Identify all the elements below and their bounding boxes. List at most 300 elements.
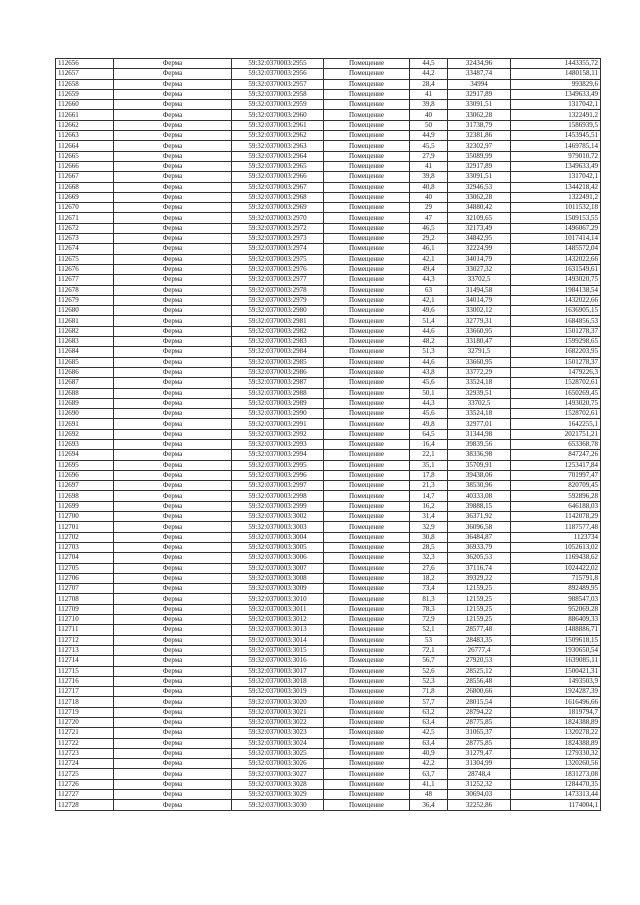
- cell-cadastral-number: 59:32:0370003:2993: [232, 439, 324, 449]
- cell-cadastral-value: 1924287,39: [511, 687, 601, 697]
- cell-cost-per-unit: 32302,97: [448, 141, 511, 151]
- table-row: [56, 347, 601, 357]
- cell-premises-type: Помещение: [324, 182, 410, 192]
- cell-cost-per-unit: 12159,25: [448, 584, 511, 594]
- cell-cost-per-unit: 28525,12: [448, 666, 511, 676]
- cell-cost-per-unit: 34880,42: [448, 203, 511, 213]
- cell-object-type: Ферма: [114, 542, 232, 552]
- cell-area: 45,5: [410, 141, 448, 151]
- cell-cadastral-value: 847247,26: [511, 450, 601, 460]
- cell-cadastral-value: 1123734: [511, 532, 601, 542]
- cell-cadastral-value: 1493020,75: [511, 275, 601, 285]
- cell-row-number: 112672: [56, 223, 114, 233]
- table-row: [56, 573, 601, 583]
- cell-premises-type: Помещение: [324, 100, 410, 110]
- cell-cadastral-number: 59:32:0370003:2977: [232, 275, 324, 285]
- table-row: [56, 69, 601, 79]
- cell-cost-per-unit: 32779,31: [448, 316, 511, 326]
- cell-cadastral-number: 59:32:0370003:3023: [232, 728, 324, 738]
- cell-cadastral-number: 59:32:0370003:3002: [232, 512, 324, 522]
- cell-object-type: Ферма: [114, 203, 232, 213]
- cell-cadastral-value: 715791,8: [511, 573, 601, 583]
- cell-premises-type: Помещение: [324, 69, 410, 79]
- cell-cadastral-number: 59:32:0370003:2992: [232, 429, 324, 439]
- cell-object-type: Ферма: [114, 398, 232, 408]
- cell-area: 41,1: [410, 779, 448, 789]
- cell-cadastral-value: 1650269,45: [511, 388, 601, 398]
- cell-cost-per-unit: 39438,06: [448, 470, 511, 480]
- cell-row-number: 112725: [56, 769, 114, 779]
- cell-area: 52,6: [410, 666, 448, 676]
- table-row: [56, 388, 601, 398]
- cell-premises-type: Помещение: [324, 491, 410, 501]
- table-row: [56, 120, 601, 130]
- cell-row-number: 112716: [56, 676, 114, 686]
- cell-area: 45,6: [410, 409, 448, 419]
- cell-cost-per-unit: 33772,29: [448, 367, 511, 377]
- cell-cadastral-value: 1599298,65: [511, 337, 601, 347]
- cell-object-type: Ферма: [114, 522, 232, 532]
- cell-object-type: Ферма: [114, 100, 232, 110]
- cell-area: 30,8: [410, 532, 448, 542]
- cell-cost-per-unit: 34842,95: [448, 234, 511, 244]
- cell-object-type: Ферма: [114, 79, 232, 89]
- cell-object-type: Ферма: [114, 326, 232, 336]
- cell-premises-type: Помещение: [324, 584, 410, 594]
- cell-area: 71,8: [410, 687, 448, 697]
- table-row: [56, 59, 601, 69]
- cell-cadastral-number: 59:32:0370003:2984: [232, 347, 324, 357]
- cell-cadastral-number: 59:32:0370003:3020: [232, 697, 324, 707]
- cell-area: 28,5: [410, 542, 448, 552]
- cell-cadastral-number: 59:32:0370003:2974: [232, 244, 324, 254]
- cell-cost-per-unit: 32173,49: [448, 223, 511, 233]
- cell-cost-per-unit: 39839,56: [448, 439, 511, 449]
- cell-premises-type: Помещение: [324, 779, 410, 789]
- cell-premises-type: Помещение: [324, 326, 410, 336]
- table-row: [56, 450, 601, 460]
- table-row: [56, 491, 601, 501]
- cell-premises-type: Помещение: [324, 378, 410, 388]
- cell-object-type: Ферма: [114, 347, 232, 357]
- cell-row-number: 112700: [56, 512, 114, 522]
- cell-cadastral-number: 59:32:0370003:2956: [232, 69, 324, 79]
- cell-object-type: Ферма: [114, 337, 232, 347]
- cell-object-type: Ферма: [114, 532, 232, 542]
- cell-row-number: 112711: [56, 625, 114, 635]
- cell-row-number: 112673: [56, 234, 114, 244]
- cell-area: 14,7: [410, 491, 448, 501]
- cell-object-type: Ферма: [114, 759, 232, 769]
- cell-cost-per-unit: 31494,58: [448, 285, 511, 295]
- cell-cadastral-value: 1432022,66: [511, 295, 601, 305]
- cell-cost-per-unit: 32917,89: [448, 161, 511, 171]
- cell-cadastral-number: 59:32:0370003:3017: [232, 666, 324, 676]
- cell-row-number: 112707: [56, 584, 114, 594]
- cell-premises-type: Помещение: [324, 512, 410, 522]
- cell-cadastral-number: 59:32:0370003:3026: [232, 759, 324, 769]
- cell-cost-per-unit: 33487,74: [448, 69, 511, 79]
- cell-cadastral-value: 1684856,53: [511, 316, 601, 326]
- cell-cadastral-number: 59:32:0370003:2989: [232, 398, 324, 408]
- cell-cadastral-number: 59:32:0370003:2991: [232, 419, 324, 429]
- cell-row-number: 112717: [56, 687, 114, 697]
- cell-area: 32,3: [410, 553, 448, 563]
- cell-object-type: Ферма: [114, 491, 232, 501]
- cell-row-number: 112671: [56, 213, 114, 223]
- cell-cadastral-number: 59:32:0370003:3018: [232, 676, 324, 686]
- cell-cadastral-number: 59:32:0370003:2975: [232, 254, 324, 264]
- cell-cost-per-unit: 33524,18: [448, 378, 511, 388]
- cell-cadastral-number: 59:32:0370003:2967: [232, 182, 324, 192]
- cell-cadastral-value: 1501278,37: [511, 357, 601, 367]
- cell-cadastral-number: 59:32:0370003:3006: [232, 553, 324, 563]
- cell-premises-type: Помещение: [324, 285, 410, 295]
- cell-object-type: Ферма: [114, 594, 232, 604]
- cell-row-number: 112728: [56, 800, 114, 810]
- cell-object-type: Ферма: [114, 141, 232, 151]
- cell-cadastral-value: 1824388,89: [511, 738, 601, 748]
- cell-area: 16,2: [410, 501, 448, 511]
- cell-cadastral-value: 1284470,35: [511, 779, 601, 789]
- cell-premises-type: Помещение: [324, 388, 410, 398]
- cell-area: 49,6: [410, 306, 448, 316]
- cell-cost-per-unit: 37116,74: [448, 563, 511, 573]
- cell-cadastral-number: 59:32:0370003:2968: [232, 192, 324, 202]
- cell-area: 44,3: [410, 275, 448, 285]
- cell-cadastral-number: 59:32:0370003:2999: [232, 501, 324, 511]
- table-row: [56, 306, 601, 316]
- table-row: [56, 604, 601, 614]
- cell-row-number: 112719: [56, 707, 114, 717]
- cell-row-number: 112681: [56, 316, 114, 326]
- cell-premises-type: Помещение: [324, 306, 410, 316]
- cell-cadastral-number: 59:32:0370003:3007: [232, 563, 324, 573]
- cell-cadastral-number: 59:32:0370003:3015: [232, 645, 324, 655]
- table-row: [56, 697, 601, 707]
- cell-object-type: Ферма: [114, 59, 232, 69]
- cell-premises-type: Помещение: [324, 676, 410, 686]
- cell-premises-type: Помещение: [324, 697, 410, 707]
- cell-object-type: Ферма: [114, 223, 232, 233]
- cell-cadastral-value: 1636905,15: [511, 306, 601, 316]
- cell-cost-per-unit: 28794,22: [448, 707, 511, 717]
- cell-row-number: 112676: [56, 264, 114, 274]
- cell-cadastral-value: 701997,47: [511, 470, 601, 480]
- cell-cadastral-value: 1322491,2: [511, 192, 601, 202]
- cell-cost-per-unit: 26800,66: [448, 687, 511, 697]
- cell-cost-per-unit: 28483,35: [448, 635, 511, 645]
- cell-cost-per-unit: 32109,65: [448, 213, 511, 223]
- cell-cost-per-unit: 38530,96: [448, 481, 511, 491]
- cell-premises-type: Помещение: [324, 79, 410, 89]
- cell-premises-type: Помещение: [324, 553, 410, 563]
- cell-object-type: Ферма: [114, 234, 232, 244]
- cell-area: 29: [410, 203, 448, 213]
- cell-area: 49,4: [410, 264, 448, 274]
- cell-premises-type: Помещение: [324, 337, 410, 347]
- cell-area: 40: [410, 110, 448, 120]
- cell-object-type: Ферма: [114, 512, 232, 522]
- cell-cost-per-unit: 32434,96: [448, 59, 511, 69]
- cell-cadastral-number: 59:32:0370003:2966: [232, 172, 324, 182]
- cell-cadastral-value: 1509618,15: [511, 635, 601, 645]
- cell-cadastral-value: 1493020,75: [511, 398, 601, 408]
- cell-object-type: Ферма: [114, 275, 232, 285]
- cell-cadastral-value: 1586939,5: [511, 120, 601, 130]
- cell-cadastral-number: 59:32:0370003:2960: [232, 110, 324, 120]
- cell-area: 44,3: [410, 398, 448, 408]
- cell-cadastral-value: 1631549,61: [511, 264, 601, 274]
- cell-area: 64,5: [410, 429, 448, 439]
- table-row: [56, 481, 601, 491]
- cell-cost-per-unit: 39888,15: [448, 501, 511, 511]
- cell-row-number: 112660: [56, 100, 114, 110]
- cell-area: 46,5: [410, 223, 448, 233]
- cell-row-number: 112657: [56, 69, 114, 79]
- cell-cadastral-number: 59:32:0370003:2964: [232, 151, 324, 161]
- cell-cost-per-unit: 33660,95: [448, 357, 511, 367]
- table-row: [56, 470, 601, 480]
- cell-cadastral-number: 59:32:0370003:2995: [232, 460, 324, 470]
- cell-premises-type: Помещение: [324, 790, 410, 800]
- cell-object-type: Ферма: [114, 676, 232, 686]
- cell-object-type: Ферма: [114, 172, 232, 182]
- cell-row-number: 112724: [56, 759, 114, 769]
- cell-object-type: Ферма: [114, 285, 232, 295]
- cell-row-number: 112663: [56, 131, 114, 141]
- cell-object-type: Ферма: [114, 687, 232, 697]
- cell-premises-type: Помещение: [324, 470, 410, 480]
- table-row: [56, 563, 601, 573]
- cell-area: 40: [410, 192, 448, 202]
- cell-cadastral-number: 59:32:0370003:3016: [232, 656, 324, 666]
- cell-cadastral-value: 1984138,54: [511, 285, 601, 295]
- cell-premises-type: Помещение: [324, 141, 410, 151]
- table-row: [56, 532, 601, 542]
- cell-cadastral-number: 59:32:0370003:3008: [232, 573, 324, 583]
- cell-cadastral-number: 59:32:0370003:2963: [232, 141, 324, 151]
- table-row: [56, 645, 601, 655]
- cell-premises-type: Помещение: [324, 656, 410, 666]
- cell-object-type: Ферма: [114, 264, 232, 274]
- cell-area: 39,8: [410, 100, 448, 110]
- cell-area: 42,1: [410, 254, 448, 264]
- cell-cadastral-number: 59:32:0370003:2965: [232, 161, 324, 171]
- table-row: [56, 244, 601, 254]
- cell-cost-per-unit: 32946,53: [448, 182, 511, 192]
- cell-cost-per-unit: 31279,47: [448, 748, 511, 758]
- cell-cadastral-value: 1169438,62: [511, 553, 601, 563]
- cell-premises-type: Помещение: [324, 213, 410, 223]
- cell-row-number: 112710: [56, 615, 114, 625]
- cell-cadastral-value: 1187577,48: [511, 522, 601, 532]
- cell-cadastral-value: 653368,78: [511, 439, 601, 449]
- cell-cadastral-number: 59:32:0370003:2955: [232, 59, 324, 69]
- cell-area: 44,6: [410, 357, 448, 367]
- cell-row-number: 112697: [56, 481, 114, 491]
- cell-cost-per-unit: 33702,5: [448, 275, 511, 285]
- table-row: [56, 790, 601, 800]
- cell-premises-type: Помещение: [324, 615, 410, 625]
- cell-area: 31,4: [410, 512, 448, 522]
- cell-cadastral-number: 59:32:0370003:2972: [232, 223, 324, 233]
- table-row: [56, 223, 601, 233]
- cell-premises-type: Помещение: [324, 604, 410, 614]
- document-page: [55, 58, 600, 811]
- cell-area: 42,2: [410, 759, 448, 769]
- cell-row-number: 112685: [56, 357, 114, 367]
- cell-premises-type: Помещение: [324, 532, 410, 542]
- cell-area: 45,6: [410, 378, 448, 388]
- cell-row-number: 112666: [56, 161, 114, 171]
- cell-cadastral-value: 2021751,21: [511, 429, 601, 439]
- cell-row-number: 112677: [56, 275, 114, 285]
- cell-cadastral-value: 1174004,1: [511, 800, 601, 810]
- cell-area: 29,2: [410, 234, 448, 244]
- cell-cadastral-number: 59:32:0370003:2973: [232, 234, 324, 244]
- cell-cadastral-value: 1344218,42: [511, 182, 601, 192]
- cell-area: 42,1: [410, 295, 448, 305]
- cell-premises-type: Помещение: [324, 244, 410, 254]
- cell-area: 46,1: [410, 244, 448, 254]
- cell-area: 17,8: [410, 470, 448, 480]
- cell-cadastral-number: 59:32:0370003:2990: [232, 409, 324, 419]
- table-row: [56, 501, 601, 511]
- table-row: [56, 337, 601, 347]
- cell-cost-per-unit: 33062,28: [448, 192, 511, 202]
- cell-cadastral-number: 59:32:0370003:3019: [232, 687, 324, 697]
- cell-cadastral-value: 1496067,29: [511, 223, 601, 233]
- cell-cadastral-value: 979010,72: [511, 151, 601, 161]
- cell-cadastral-number: 59:32:0370003:3012: [232, 615, 324, 625]
- cell-cost-per-unit: 33062,28: [448, 110, 511, 120]
- cell-object-type: Ферма: [114, 800, 232, 810]
- cell-cadastral-value: 592896,28: [511, 491, 601, 501]
- cell-cadastral-value: 1253417,84: [511, 460, 601, 470]
- cell-area: 27,9: [410, 151, 448, 161]
- cell-cost-per-unit: 28577,48: [448, 625, 511, 635]
- cell-premises-type: Помещение: [324, 357, 410, 367]
- cell-cadastral-value: 1831273,08: [511, 769, 601, 779]
- cell-cadastral-value: 1349633,49: [511, 89, 601, 99]
- cell-cost-per-unit: 36484,87: [448, 532, 511, 542]
- cell-premises-type: Помещение: [324, 769, 410, 779]
- cell-cadastral-number: 59:32:0370003:3030: [232, 800, 324, 810]
- cell-row-number: 112718: [56, 697, 114, 707]
- cell-row-number: 112726: [56, 779, 114, 789]
- cell-area: 78,3: [410, 604, 448, 614]
- table-row: [56, 687, 601, 697]
- cell-cost-per-unit: 27920,53: [448, 656, 511, 666]
- cell-object-type: Ферма: [114, 604, 232, 614]
- cell-row-number: 112686: [56, 367, 114, 377]
- cell-object-type: Ферма: [114, 419, 232, 429]
- cell-cadastral-number: 59:32:0370003:2957: [232, 79, 324, 89]
- cell-object-type: Ферма: [114, 151, 232, 161]
- cell-object-type: Ферма: [114, 707, 232, 717]
- cell-premises-type: Помещение: [324, 460, 410, 470]
- cell-object-type: Ферма: [114, 645, 232, 655]
- cell-row-number: 112658: [56, 79, 114, 89]
- cell-premises-type: Помещение: [324, 409, 410, 419]
- cell-cost-per-unit: 31344,98: [448, 429, 511, 439]
- cell-cadastral-number: 59:32:0370003:3024: [232, 738, 324, 748]
- cell-cadastral-number: 59:32:0370003:2985: [232, 357, 324, 367]
- cell-row-number: 112680: [56, 306, 114, 316]
- cell-object-type: Ферма: [114, 182, 232, 192]
- cell-area: 36,4: [410, 800, 448, 810]
- cell-row-number: 112691: [56, 419, 114, 429]
- cell-premises-type: Помещение: [324, 89, 410, 99]
- table-row: [56, 316, 601, 326]
- cell-cadastral-value: 1930650,54: [511, 645, 601, 655]
- cell-cadastral-value: 892489,95: [511, 584, 601, 594]
- cell-area: 44,6: [410, 326, 448, 336]
- cell-area: 53: [410, 635, 448, 645]
- cell-area: 52,1: [410, 625, 448, 635]
- cell-premises-type: Помещение: [324, 759, 410, 769]
- cell-premises-type: Помещение: [324, 192, 410, 202]
- cell-object-type: Ферма: [114, 254, 232, 264]
- cell-cadastral-value: 1480158,11: [511, 69, 601, 79]
- table-row: [56, 728, 601, 738]
- table-row: [56, 110, 601, 120]
- cell-object-type: Ферма: [114, 501, 232, 511]
- cell-row-number: 112694: [56, 450, 114, 460]
- table-row: [56, 172, 601, 182]
- cell-row-number: 112662: [56, 120, 114, 130]
- cell-row-number: 112683: [56, 337, 114, 347]
- table-row: [56, 275, 601, 285]
- cell-premises-type: Помещение: [324, 110, 410, 120]
- cell-area: 47: [410, 213, 448, 223]
- cell-premises-type: Помещение: [324, 635, 410, 645]
- cell-object-type: Ферма: [114, 161, 232, 171]
- cell-row-number: 112679: [56, 295, 114, 305]
- cell-cadastral-value: 1824388,89: [511, 718, 601, 728]
- cell-cadastral-value: 993829,6: [511, 79, 601, 89]
- cell-cadastral-number: 59:32:0370003:2998: [232, 491, 324, 501]
- table-row: [56, 656, 601, 666]
- cell-row-number: 112664: [56, 141, 114, 151]
- table-row: [56, 285, 601, 295]
- cell-premises-type: Помещение: [324, 450, 410, 460]
- cell-cadastral-value: 1453945,51: [511, 131, 601, 141]
- table-row: [56, 707, 601, 717]
- cell-area: 56,7: [410, 656, 448, 666]
- table-row: [56, 378, 601, 388]
- cell-cost-per-unit: 31738,79: [448, 120, 511, 130]
- cell-object-type: Ферма: [114, 450, 232, 460]
- cell-premises-type: Помещение: [324, 718, 410, 728]
- cell-area: 72,9: [410, 615, 448, 625]
- cell-cadastral-value: 1642255,1: [511, 419, 601, 429]
- cell-cost-per-unit: 32224,99: [448, 244, 511, 254]
- cell-row-number: 112668: [56, 182, 114, 192]
- table-row: [56, 635, 601, 645]
- cell-object-type: Ферма: [114, 316, 232, 326]
- cell-cost-per-unit: 28556,48: [448, 676, 511, 686]
- cell-row-number: 112689: [56, 398, 114, 408]
- cell-premises-type: Помещение: [324, 295, 410, 305]
- cell-row-number: 112667: [56, 172, 114, 182]
- table-body: [56, 59, 601, 811]
- table-row: [56, 182, 601, 192]
- cell-cadastral-value: 646188,03: [511, 501, 601, 511]
- cell-premises-type: Помещение: [324, 800, 410, 810]
- cell-cost-per-unit: 38336,98: [448, 450, 511, 460]
